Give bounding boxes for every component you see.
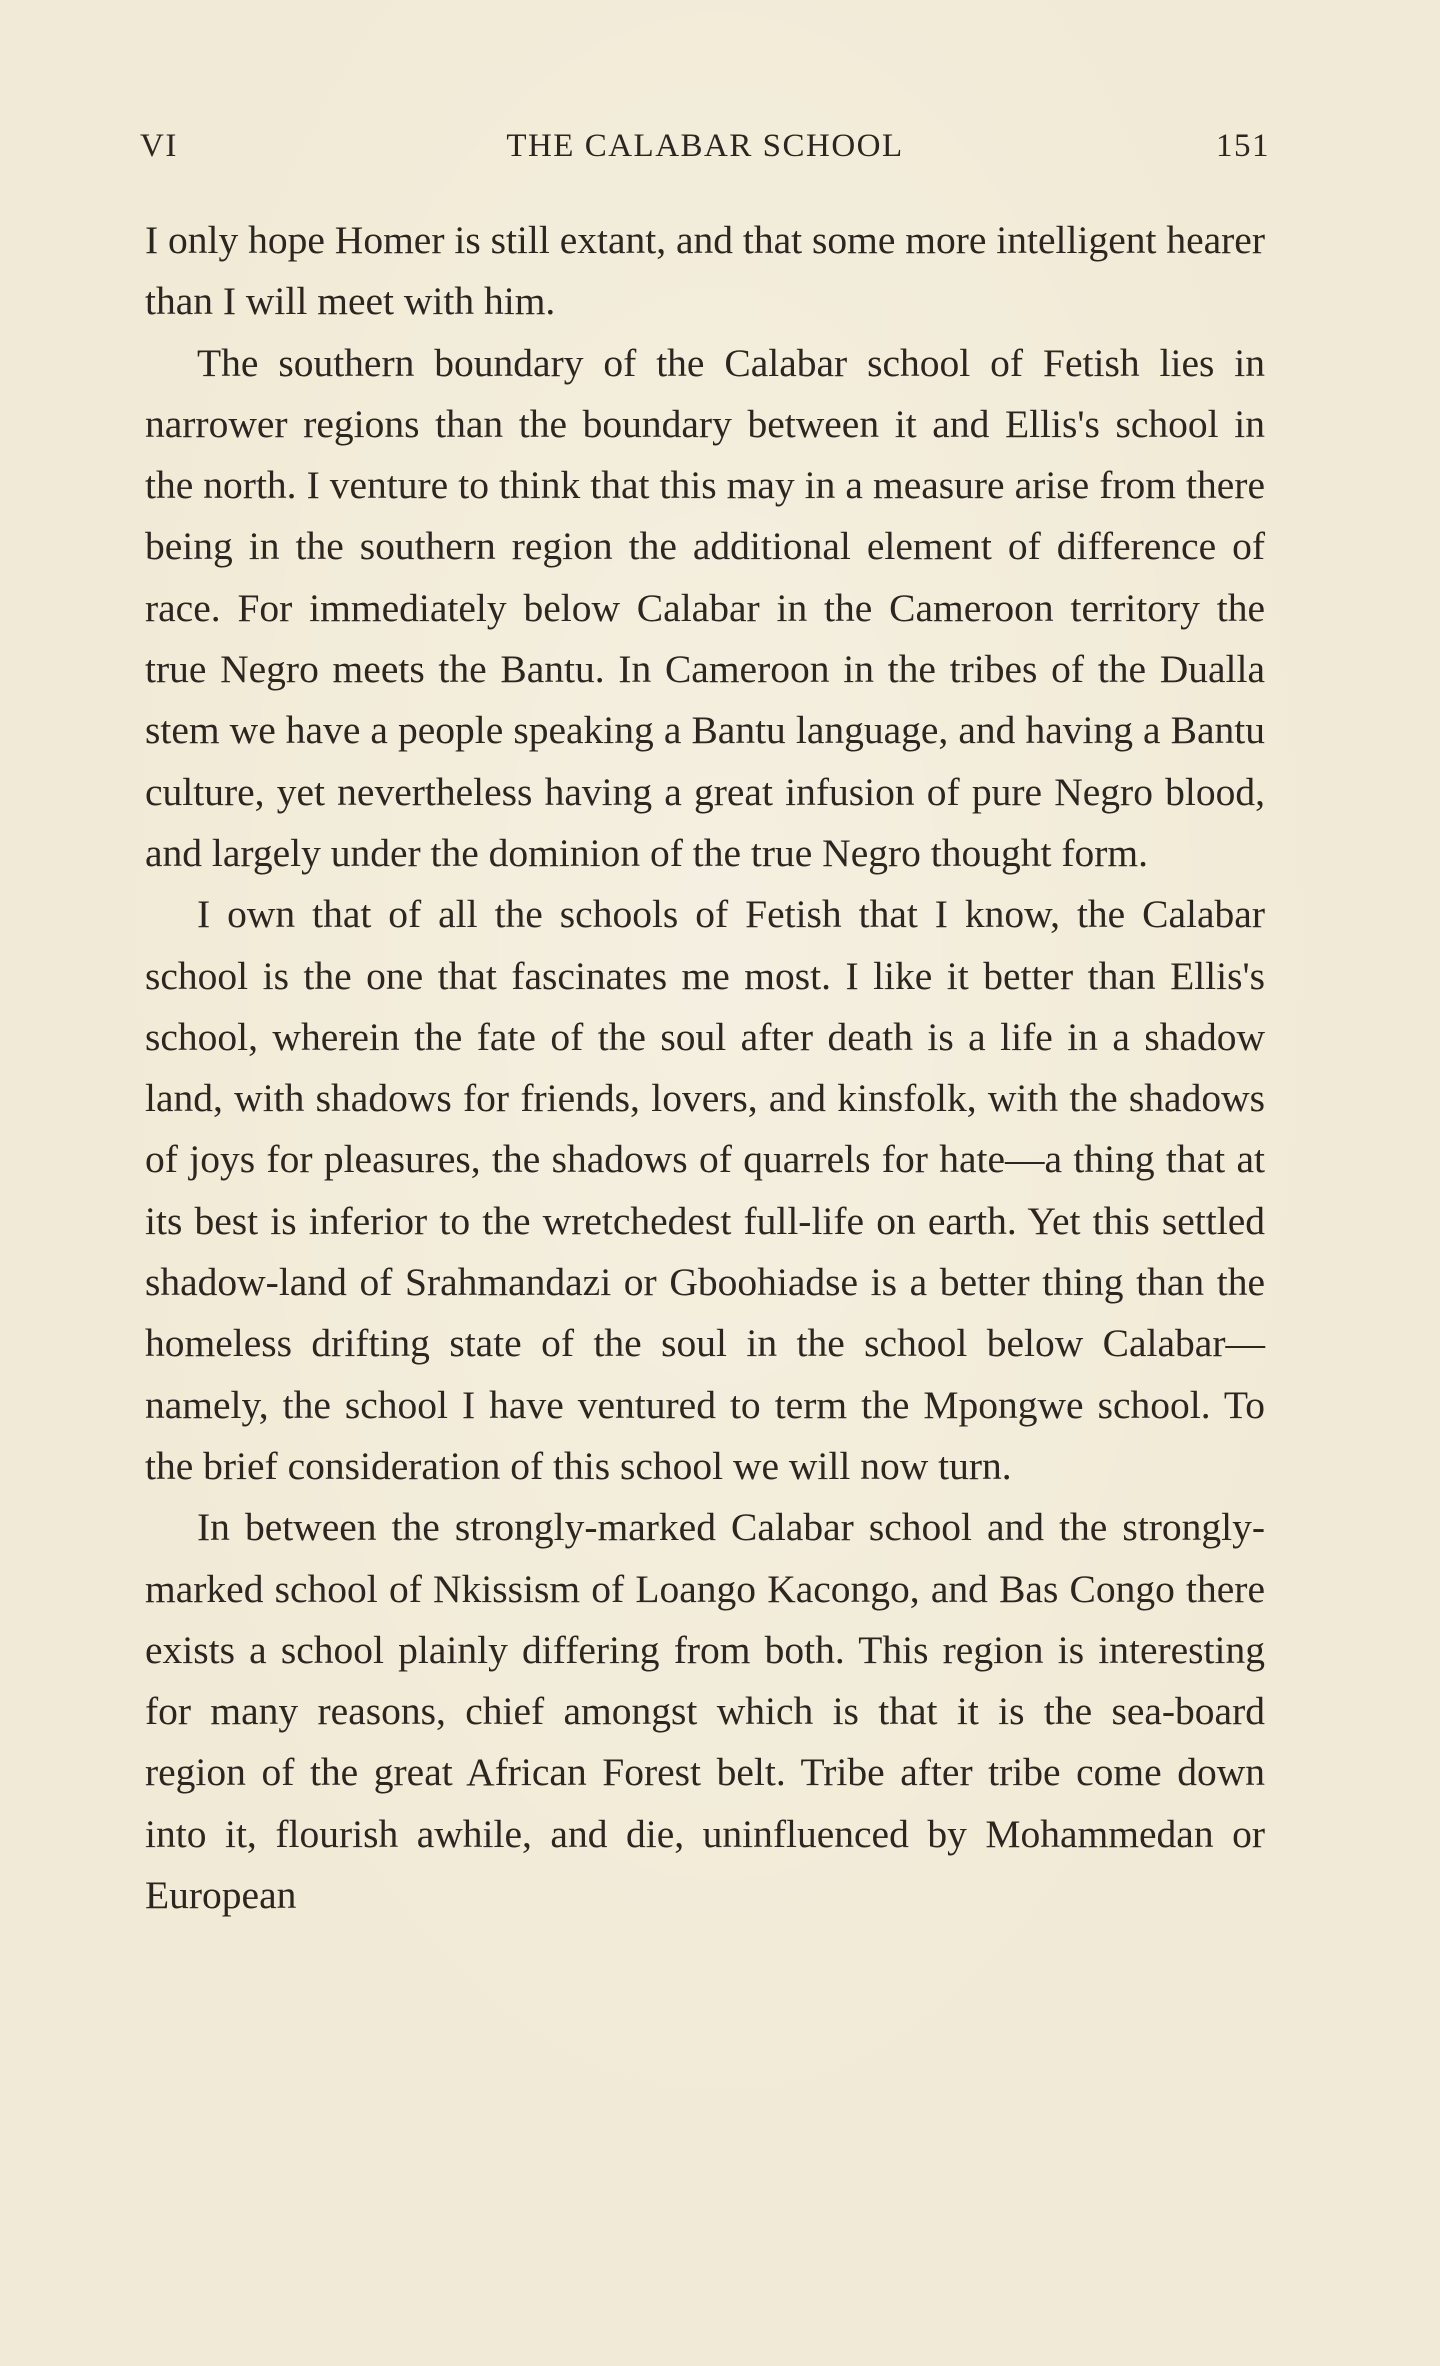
- paragraph-3: I own that of all the schools of Fetish that I know, the Calabar school is the one that fascinates me most. I like it better than Ellis's school, wherein the fate of the soul after death is a life in a shadow land, with shadows for friends, lovers, and kinsfolk, with the shadows of joys for pleasures, the shadows of quarrels for hate—a thing that at its best is inferior to the wretchedest full-life on earth. Yet this settled shadow-land of Srahmandazi or Gboohiadse is a better thing than the homeless drifting state of the soul in the school below Calabar—namely, the school I have ventured to term the Mpongwe school. To the brief consideration of this school we will now turn.: [145, 892, 1265, 1488]
- running-title: THE CALABAR SCHOOL: [506, 128, 904, 164]
- running-header: [140, 128, 1270, 178]
- paragraph-4: In between the strongly-marked Calabar school and the strongly-marked school of Nkissism of Loango Kacongo, and Bas Congo there exists a school plainly differing from both. This region is interesting for many reasons, chief amongst which is that it is the sea-board region of the great African Forest belt. Tribe after tribe come down into it, flourish awhile, and die, uninfluenced by Mohammedan or European: [145, 1505, 1265, 1918]
- paragraph-1: I only hope Homer is still extant, and that some more intelligent hearer than I will meet with him.: [145, 218, 1265, 324]
- paragraph-2: The southern boundary of the Calabar school of Fetish lies in narrower regions than the boundary between it and Ellis's school in the north. I venture to think that this may in a measure arise from there being in the southern region the additional element of difference of race. For immediately below Calabar in the Cameroon territory the true Negro meets the Bantu. In Cameroon in the tribes of the Dualla stem we have a people speaking a Bantu language, and having a Bantu culture, yet nevertheless having a great infusion of pure Negro blood, and largely under the dominion of the true Negro thought form.: [145, 340, 1265, 875]
- chapter-number: VI: [140, 128, 178, 164]
- page-number: 151: [1216, 128, 1270, 164]
- body-text: [145, 210, 1265, 1926]
